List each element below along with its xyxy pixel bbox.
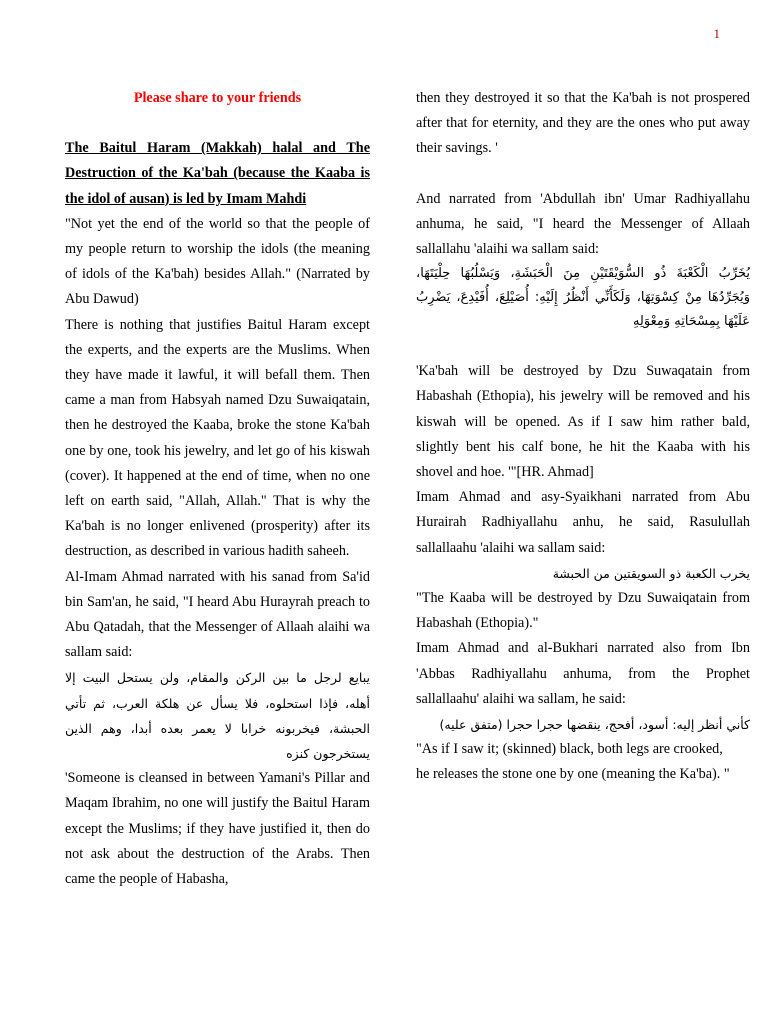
page-number: 1 [713,26,720,41]
right-paragraph-2: And narrated from 'Abdullah ibn' Umar Radhiyallahu anhuma, he said, "I heard the Messenger of Allaah sallallahu 'alaihi wa sallam said: [416,190,750,258]
right-arabic-hadith-1: يُخَرِّبُ الْكَعْبَةَ ذُو السُّوَيْقَتَيْنِ مِنَ الْحَبَشَةِ، وَيَسْلُبُهَا حِلْيَتَهَا، وَيُجَرِّدُهَا مِنْ كِسْوَتِهَا، وَلَكَأَنِّي أَنْظُرُ إِلَيْهِ: أُصَيْلِعَ، أُفَيْدِعَ، يَضْرِبُ عَلَيْهَا بِمِسْحَاتِهِ وَمِعْوَلِهِ [416,266,750,330]
share-notice: Please share to your friends [133,90,302,106]
right-paragraph-1: then they destroyed it so that the Ka'bah is not prospered after that for eternity, and they are the ones who put away their savings. ' [416,90,750,157]
spacer [416,162,750,187]
right-paragraph-8: he releases the stone one by one (meaning the Ka'ba). " [416,766,730,783]
left-paragraph-2: There is nothing that justifies Baitul Haram except the experts, and the experts are the Muslims. When they have made it lawful, it will befall them. Then came a man from Habsyah named Dzu Suwaiqatain, then he destroyed the Kaaba, broke the stone Ka'bah one by one, took his jewelry, and let go of his kiswah (cover). It happened at the end of time, when no one left on earth said, "Allah, Allah." That is why the Ka'bah is no longer enlivened (prosperity) after its destruction, as described in various hadith saheeh. [65,316,370,560]
right-column [416,86,750,788]
left-column [65,86,370,892]
left-paragraph-4: 'Someone is cleansed in between Yamani's Pillar and Maqam Ibrahim, no one will justify the Baitul Haram except the Muslims; if they have justified it, then do not ask about the destruction of the Arabs. Then came the people of Habasha, [65,770,370,888]
spacer [416,334,750,359]
article-heading: The Baitul Haram (Makkah) halal and The Destruction of the Ka'bah (because the Kaaba is the idol of ausan) is led by Imam Mahdi [65,140,370,207]
right-paragraph-3: 'Ka'bah will be destroyed by Dzu Suwaqatain from Habashah (Ethopia), his jewelry will be removed and his kiswah will be opened. As if I saw him rather bald, slightly bent his calf bone, he hit the Kaaba with his shovel and hoe. '"[HR. Ahmad] [416,363,750,481]
left-paragraph-1: "Not yet the end of the world so that the people of my people return to worship the idols (the meaning of idols of the Ka'bah) besides Allah." (Narrated by Abu Dawud) [65,215,370,308]
right-arabic-hadith-3: كأني أنظر إليه: أسود، أفحج، ينقضها حجرا حجرا (متفق عليه) [439,717,750,733]
right-arabic-hadith-2: يخرب الكعبة ذو السويقتين من الحبشة [552,565,750,581]
right-paragraph-7: "As if I saw it; (skinned) black, both legs are crooked, [416,741,723,758]
right-paragraph-6: Imam Ahmad and al-Bukhari narrated also from Ibn 'Abbas Radhiyallahu anhuma, from the Prophet sallallaahu' alaihi wa sallam, he said: [416,640,750,707]
left-paragraph-3: Al-Imam Ahmad narrated with his sanad from Sa'id bin Sam'an, he said, "I heard Abu Hurayrah preach to Abu Qatadah, that the Messenger of Allaah alaihi wa sallam said: [65,568,370,661]
left-arabic-hadith: يبايع لرجل ما بين الركن والمقام، ولن يستحل البيت إلا أهله، فإذا استحلوه، فلا يسأل عن هلكة العرب، ثم تأتي الحبشة، فيخربونه خرابا لا يعمر بعده أبدا، وهم الذين يستخرجون كنزه [65,670,370,762]
right-paragraph-4: Imam Ahmad and asy-Syaikhani narrated from Abu Hurairah Radhiyallahu anhu, he said, Rasulullah sallallaahu 'alaihi wa sallam said: [416,489,750,556]
right-paragraph-5: "The Kaaba will be destroyed by Dzu Suwaiqatain from Habashah (Ethopia)." [416,590,750,632]
